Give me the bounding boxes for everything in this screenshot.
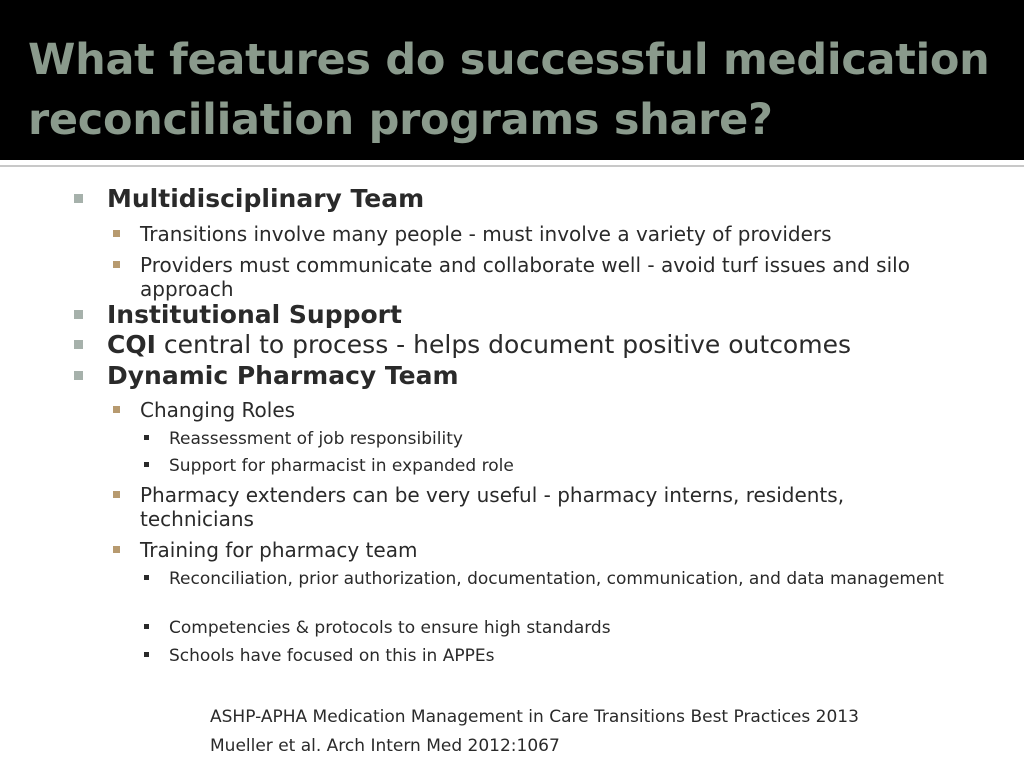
subbullet-training — [140, 538, 980, 562]
bullet-bold-text: Dynamic Pharmacy Team — [107, 361, 459, 390]
square-bullet-icon — [113, 491, 120, 498]
bullet-bold-text: Institutional Support — [107, 300, 402, 329]
square-bullet-icon — [144, 575, 149, 580]
bullet-bold-text: Multidisciplinary Team — [107, 184, 425, 213]
square-bullet-icon — [144, 462, 149, 467]
bullet-dynamic-pharmacy-team — [107, 362, 987, 390]
square-bullet-icon — [144, 652, 149, 657]
bullet-bold-text: CQI — [107, 330, 156, 359]
reference-line: ASHP-APHA Medication Management in Care Transitions Best Practices 2013 — [210, 707, 859, 727]
subsubbullet-text: Competencies & protocols to ensure high standards — [169, 618, 611, 638]
subsubbullet-schools — [169, 645, 969, 667]
square-bullet-icon — [144, 624, 149, 629]
slide-title: What features do successful medication reconciliation programs share? — [28, 35, 990, 145]
subbullet-pharmacy-extenders — [140, 483, 940, 531]
references — [210, 703, 859, 761]
subsubbullet-reconciliation — [169, 568, 949, 590]
square-bullet-icon — [74, 310, 83, 319]
bullet-institutional-support — [107, 301, 987, 329]
square-bullet-icon — [74, 340, 83, 349]
subsubbullet-text: Reconciliation, prior authorization, documentation, communication, and data management — [169, 569, 944, 589]
square-bullet-icon — [74, 371, 83, 380]
subbullet-text: Training for pharmacy team — [140, 538, 418, 562]
subsubbullet-text: Schools have focused on this in APPEs — [169, 646, 495, 666]
subsubbullet-text: Support for pharmacist in expanded role — [169, 456, 514, 476]
bullet-multidisciplinary-team — [107, 185, 987, 213]
reference-line: Mueller et al. Arch Intern Med 2012:1067 — [210, 736, 560, 756]
square-bullet-icon — [74, 194, 83, 203]
subbullet-providers — [140, 253, 980, 301]
subsubbullet-competencies — [169, 617, 969, 639]
subsubbullet-reassessment — [169, 428, 969, 450]
square-bullet-icon — [113, 546, 120, 553]
subbullet-text: Providers must communicate and collaborate well - avoid turf issues and silo approach — [140, 253, 910, 301]
square-bullet-icon — [113, 230, 120, 237]
subsubbullet-text: Reassessment of job responsibility — [169, 429, 463, 449]
subsubbullet-support-pharmacist — [169, 455, 969, 477]
square-bullet-icon — [113, 261, 120, 268]
subbullet-text: Transitions involve many people - must involve a variety of providers — [140, 222, 832, 246]
bullet-cqi — [107, 331, 987, 359]
square-bullet-icon — [144, 435, 149, 440]
subbullet-text: Pharmacy extenders can be very useful - pharmacy interns, residents, technicians — [140, 483, 845, 531]
subbullet-transitions — [140, 222, 980, 246]
bullet-text: central to process - helps document positive outcomes — [155, 330, 851, 359]
square-bullet-icon — [113, 406, 120, 413]
subbullet-changing-roles — [140, 398, 980, 422]
subbullet-text: Changing Roles — [140, 398, 296, 422]
